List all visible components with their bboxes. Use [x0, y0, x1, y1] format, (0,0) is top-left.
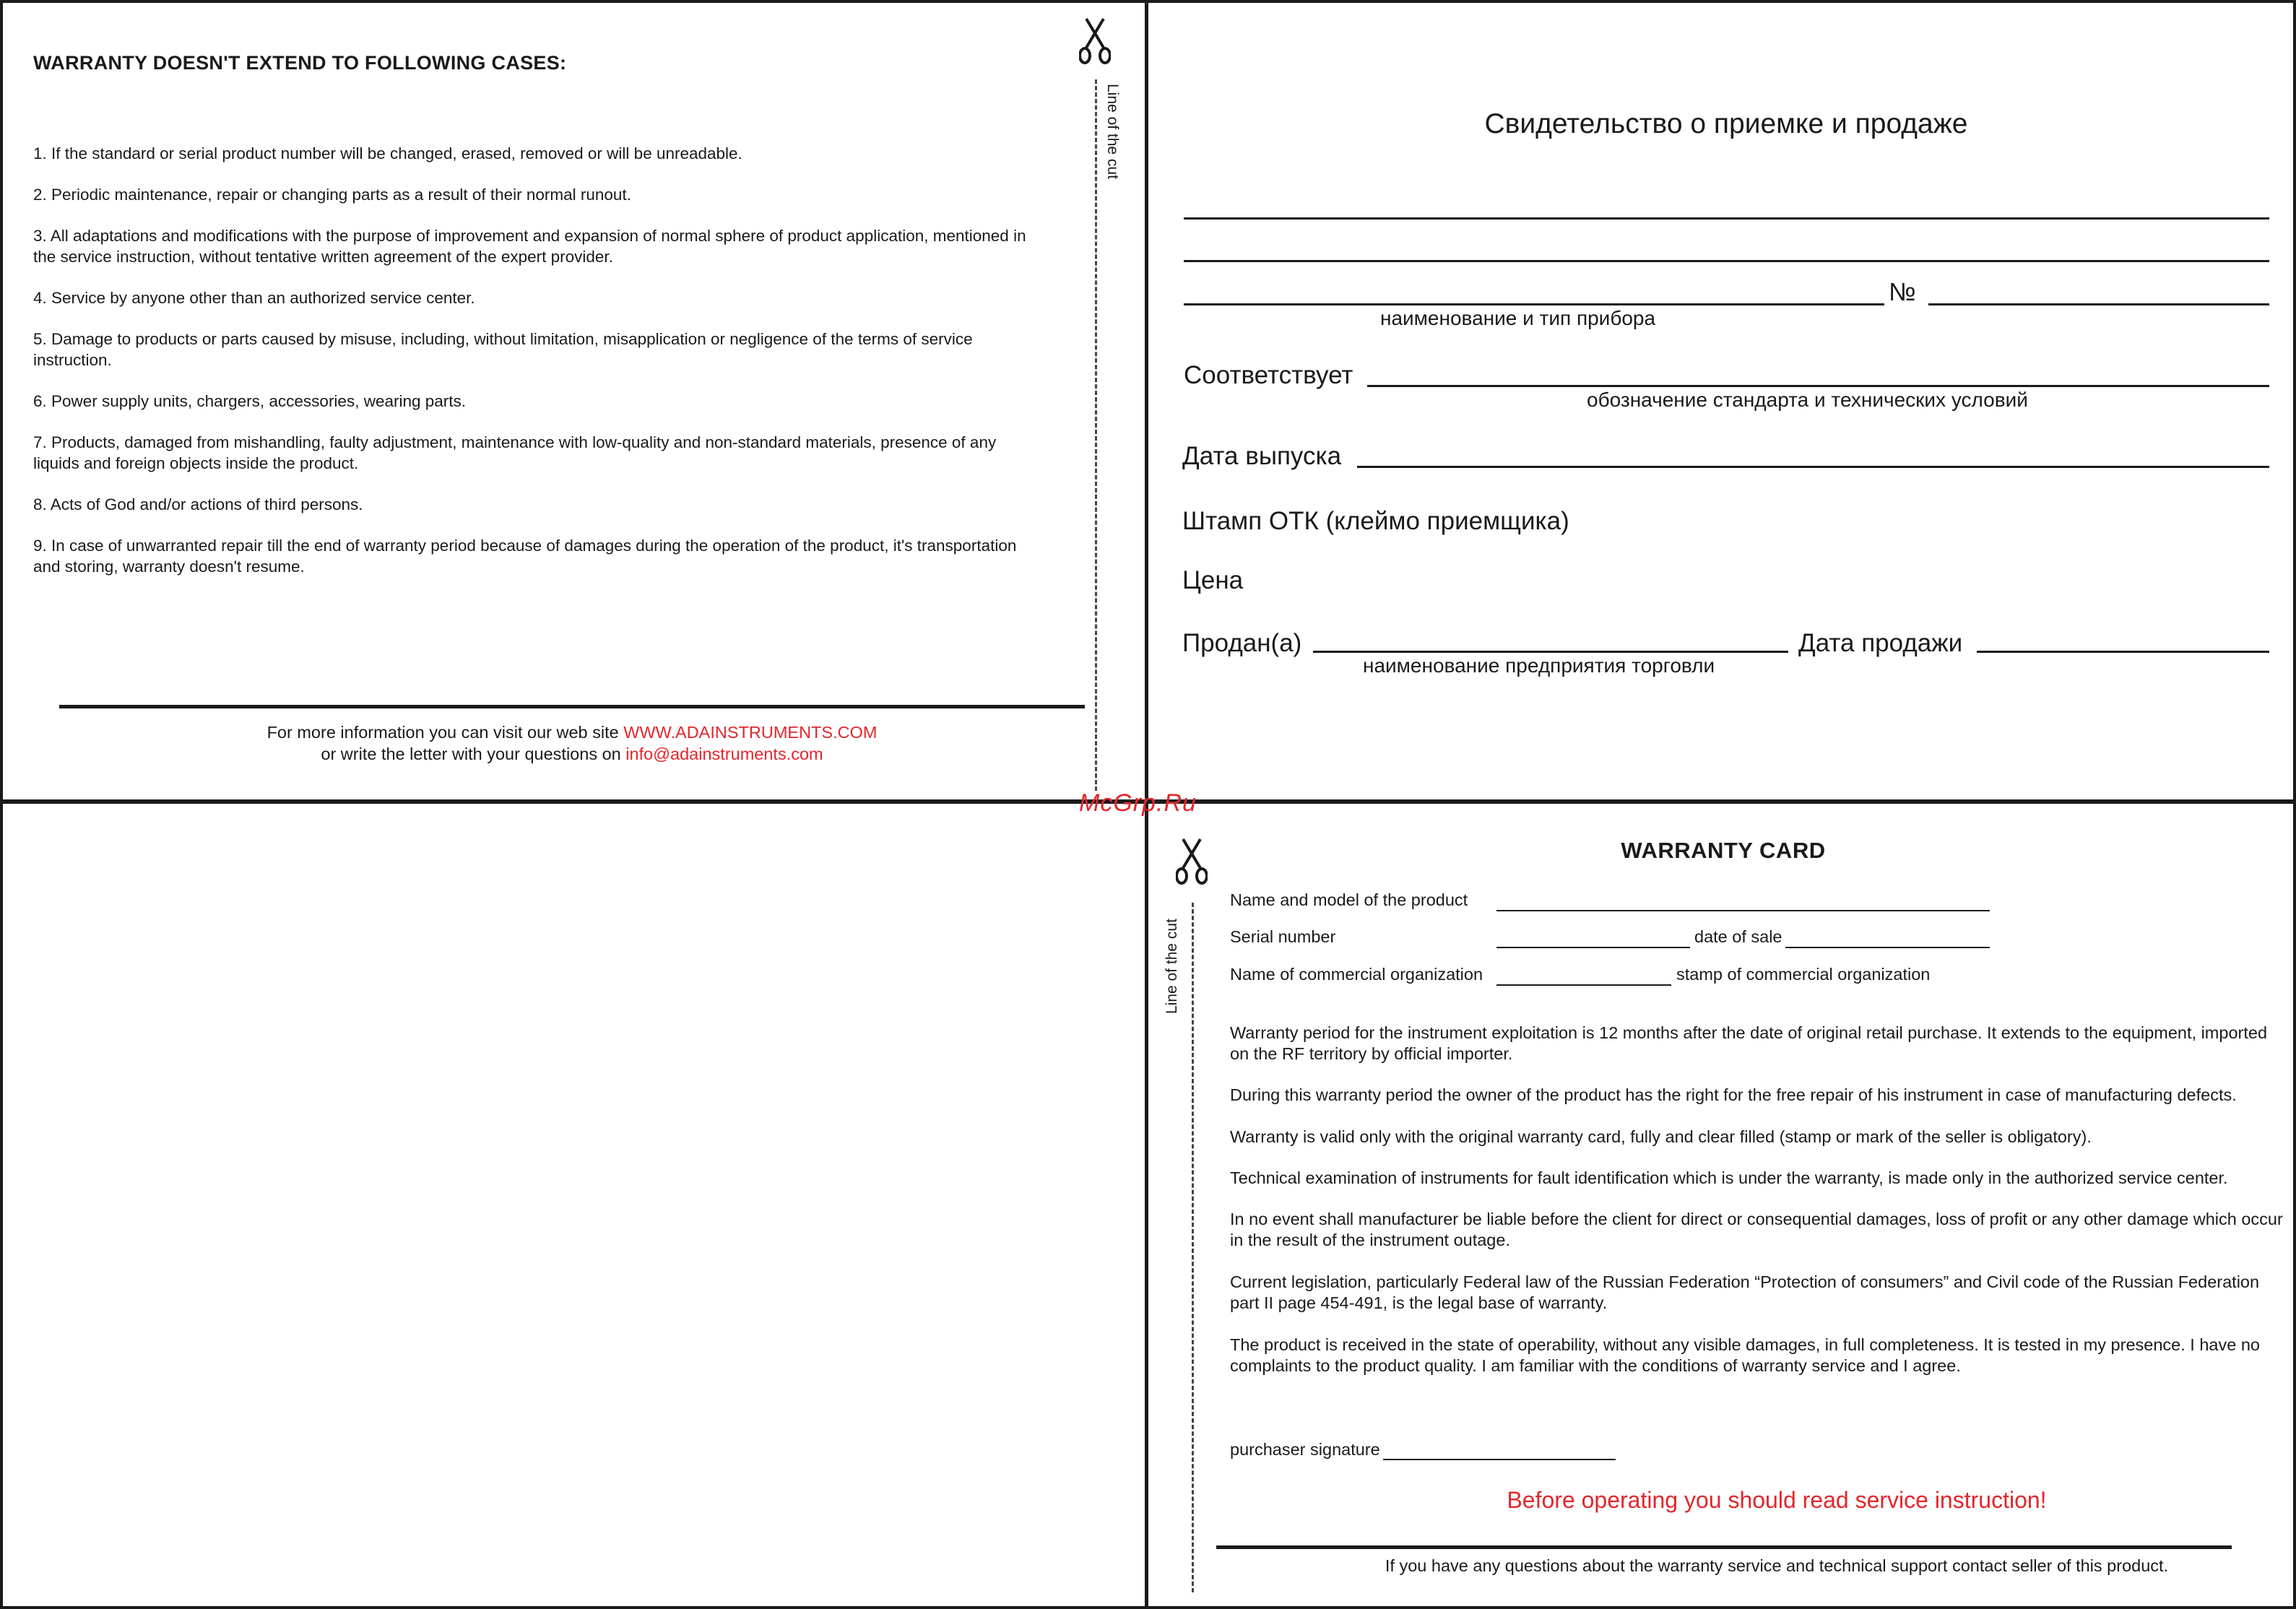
standard-caption: обозначение стандарта и технических условий [1587, 389, 2028, 411]
device-line-3 [1184, 303, 1884, 305]
complies-line [1367, 385, 2269, 387]
email-link[interactable]: info@adainstruments.com [625, 745, 823, 763]
warranty-paragraph: Warranty is valid only with the original warranty card, fully and clear filled (stamp or mark of the seller is obligatory). [1230, 1127, 2092, 1146]
exclusion-item: 8. Acts of God and/or actions of third persons. [33, 495, 363, 513]
exclusion-item: 3. All adaptations and modifications with the purpose of improvement and expansion of normal sphere of product application, mentioned in the service instruction, without tentative written agreement of the expert provider. [33, 227, 1026, 266]
device-line-2 [1184, 260, 2269, 262]
exclusion-item: 7. Products, damaged from mishandling, faulty adjustment, maintenance with low-quality and non-standard materials, presence of any liquids and foreign objects inside the product. [33, 433, 997, 472]
date-of-sale-label: date of sale [1694, 927, 1782, 946]
sale-date-line [1977, 651, 2269, 653]
date-of-sale-line [1785, 947, 1990, 948]
cut-line-label: Line of the cut [1104, 84, 1121, 179]
serial-number-line [1496, 947, 1690, 948]
info-email-prefix: or write the letter with your questions on [321, 745, 626, 763]
product-name-label: Name and model of the product [1230, 890, 1468, 909]
scissors-icon [1079, 16, 1111, 65]
warranty-paragraph: Warranty period for the instrument exploitation is 12 months after the date of original retail purchase. It extends to the equipment, imported on the RF territory by official importer. [1230, 1023, 2268, 1063]
info-separator-line [59, 705, 1085, 708]
exclusion-item: 5. Damage to products or parts caused by misuse, including, without limitation, misapplication or negligence of the terms of service instruction. [33, 330, 973, 369]
service-instruction-notice: Before operating you should read service instruction! [1507, 1487, 2047, 1513]
exclusion-item: 9. In case of unwarranted repair till the end of warranty period because of damages during the operation of the product, it's transportation and storing, warranty doesn't resume. [33, 537, 1017, 576]
commercial-org-line [1496, 984, 1671, 986]
warranty-paragraph: During this warranty period the owner of the product has the right for the free repair of his instrument in case of manufacturing defects. [1230, 1085, 2237, 1104]
exclusion-item: 2. Periodic maintenance, repair or changing parts as a result of their normal runout. [33, 186, 631, 204]
purchaser-signature-label: purchaser signature [1230, 1440, 1380, 1459]
seller-caption: наименование предприятия торговли [1363, 654, 1715, 677]
product-name-line [1496, 910, 1990, 911]
footer-separator-line [1216, 1545, 2232, 1549]
price-label: Цена [1182, 566, 1244, 594]
commercial-stamp-label: stamp of commercial organization [1676, 965, 1931, 984]
warranty-card-title: WARRANTY CARD [1621, 838, 1826, 863]
exclusions-heading: WARRANTY DOESN'T EXTEND TO FOLLOWING CASES: [33, 52, 567, 74]
warranty-paragraph: The product is received in the state of operability, without any visible damages, in full completeness. It is tested in my presence. I have no complaints to the product quality. I am familiar with the conditions of warranty service and I agree. [1230, 1335, 2260, 1375]
exclusion-item: 1. If the standard or serial product number will be changed, erased, removed or will be unreadable. [33, 144, 742, 162]
issue-date-label: Дата выпуска [1182, 442, 1342, 470]
warranty-paragraph: Current legislation, particularly Federal law of the Russian Federation “Protection of consumers” and Civil code of the Russian Federation part II page 454-491, is the legal base of warranty. [1230, 1272, 2260, 1312]
info-line-email [59, 743, 1085, 765]
cut-line-dashed [1095, 79, 1097, 791]
exclusion-item: 4. Service by anyone other than an authorized service center. [33, 289, 475, 307]
watermark-text: McGrp.Ru [1079, 789, 1197, 817]
sold-label: Продан(а) [1182, 629, 1302, 657]
number-sign: № [1889, 278, 1916, 306]
exclusions-list [33, 143, 1037, 597]
info-website-prefix: For more information you can visit our web site [267, 723, 624, 742]
issue-date-line [1357, 466, 2269, 468]
exclusion-item: 6. Power supply units, chargers, accessories, wearing parts. [33, 392, 467, 410]
stamp-label: Штамп ОТК (клеймо приемщика) [1182, 507, 1569, 535]
device-caption: наименование и тип прибора [1380, 307, 1656, 329]
warranty-paragraph: Technical examination of instruments for fault identification which is under the warranty, is made only in the authorized service center. [1230, 1168, 2228, 1187]
device-line-1 [1184, 217, 2269, 220]
warranty-paragraph: In no event shall manufacturer be liable before the client for direct or consequential damages, loss of profit or any other damage which occur in the result of the instrument outage. [1230, 1210, 2283, 1249]
scissors-icon [1176, 836, 1208, 885]
purchaser-signature-line [1383, 1459, 1616, 1460]
serial-number-line [1928, 303, 2269, 305]
complies-label: Соответствует [1184, 361, 1353, 389]
seller-line [1313, 651, 1788, 653]
sale-date-label: Дата продажи [1798, 629, 1963, 657]
serial-number-label: Serial number [1230, 927, 1336, 946]
certificate-title: Свидетельство о приемке и продаже [1484, 108, 1968, 139]
warranty-card-footer: If you have any questions about the warranty service and technical support contact seller of this product. [1385, 1556, 2169, 1575]
info-line-website [59, 721, 1085, 743]
commercial-org-label: Name of commercial organization [1230, 965, 1483, 984]
website-link[interactable]: WWW.ADAINSTRUMENTS.COM [623, 723, 878, 742]
cut-line-label: Line of the cut [1164, 919, 1180, 1014]
